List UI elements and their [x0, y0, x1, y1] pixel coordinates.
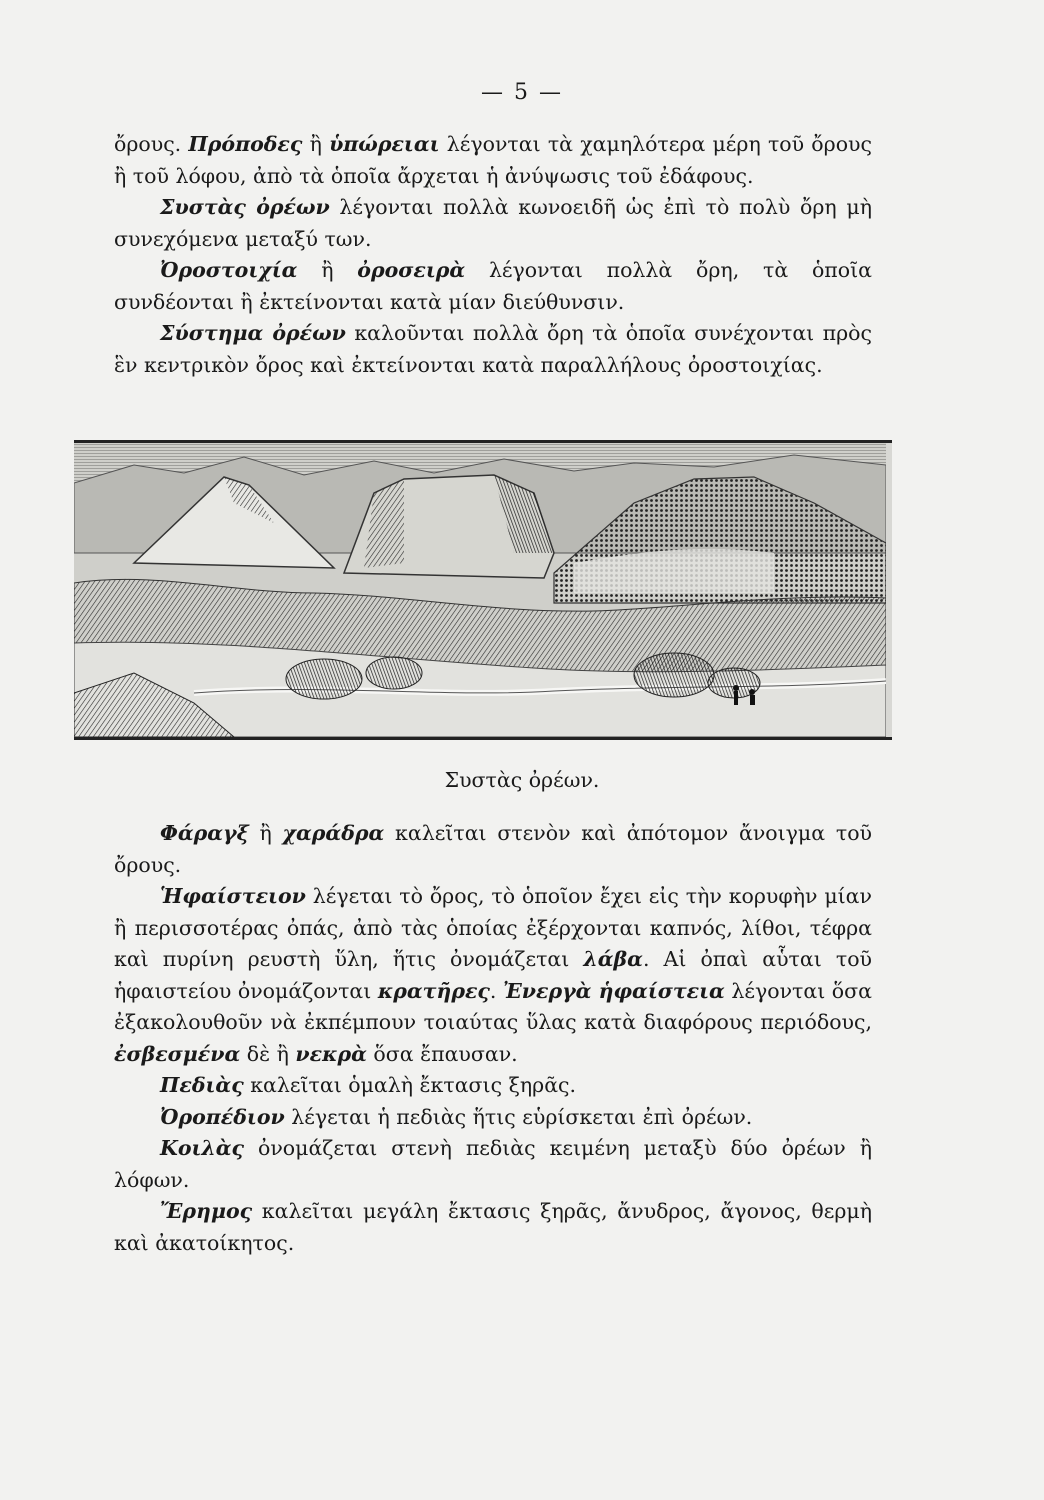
paragraph: [114, 1196, 872, 1259]
paragraph-text: λέγεται τὸ ὄρος, τὸ ὁποῖον ἔχει εἰς τὴν κορυφὴν μίαν ἢ περισσοτέρας ὀπάς, ἀπὸ τὰς ὁποίας ἐξέρχονται καπνός, λίθοι, τέφρα καὶ πυρίνη ρευστὴ ὕλη, ἥτις ὀνομάζεται: [114, 884, 872, 971]
defined-term: Πεδιὰς: [160, 1073, 244, 1097]
defined-term: Ἔρημος: [160, 1199, 253, 1223]
paragraph-text: ἢ: [302, 132, 330, 156]
paragraph-text: καλεῖται μεγάλη ἔκτασις ξηρᾶς, ἄνυδρος, ἄγονος, θερμὴ καὶ ἀκατοίκητος.: [114, 1199, 872, 1255]
paragraph: [114, 255, 872, 318]
defined-term: ὑπώρειαι: [329, 132, 440, 156]
mountain-group-engraving: [74, 440, 892, 740]
defined-term: χαράδρα: [282, 821, 385, 845]
defined-term: Ἡφαίστειον: [160, 884, 306, 908]
paragraph-text: . Αἱ ὀπαὶ αὗται τοῦ ἡφαιστείου ὀνομάζονται: [114, 947, 873, 1003]
paragraph-text: δὲ ἢ: [240, 1041, 296, 1066]
paragraph: [114, 1070, 872, 1102]
paragraph-text: λέγονται πολλὰ κωνοειδῆ ὡς ἐπὶ τὸ πολὺ ὄρη μὴ συνεχόμενα μεταξύ των.: [114, 195, 872, 251]
defined-term: Πρόποδες: [188, 132, 303, 156]
page-number: — 5 —: [481, 80, 563, 105]
defined-term: Κοιλὰς: [160, 1136, 245, 1160]
paragraph: [114, 192, 872, 255]
paragraph-text: καλεῖται ὁμαλὴ ἔκτασις ξηρᾶς.: [243, 1073, 577, 1097]
defined-term: κρατῆρες: [377, 978, 490, 1003]
top-text-block: [114, 129, 872, 381]
defined-term: ἐσβεσμένα: [114, 1041, 241, 1066]
paragraph-text: ὀνομάζεται στενὴ πεδιὰς κειμένη μεταξὺ δύο ὀρέων ἢ λόφων.: [114, 1136, 872, 1192]
paragraph-text: ὅσα ἔπαυσαν.: [366, 1041, 518, 1066]
paragraph: [114, 1102, 872, 1134]
defined-term: Συστὰς ὀρέων: [160, 195, 330, 219]
paragraph-text: λέγεται ἡ πεδιὰς ἥτις εὑρίσκεται ἐπὶ ὀρέων.: [284, 1104, 753, 1129]
defined-term: ὀροσειρὰ: [357, 258, 466, 282]
paragraph-text: ἢ: [248, 821, 283, 845]
defined-term: Ὀροστοιχία: [160, 258, 298, 282]
paragraph-text: ὄρους.: [114, 132, 189, 156]
mountain-landscape-illustration: [74, 443, 886, 737]
paragraph: [114, 318, 872, 381]
defined-term: Ἐνεργὰ ἡφαίστεια: [502, 978, 725, 1003]
paragraph-text: λέγονται πολλὰ ὄρη, τὰ ὁποῖα συνδέονται ἢ ἐκτείνονται κατὰ μίαν διεύθυνσιν.: [114, 258, 872, 314]
paragraph: [114, 881, 872, 1070]
defined-term: νεκρὰ: [295, 1041, 367, 1066]
bottom-text-block: [114, 818, 872, 1259]
figure-caption: Συστὰς ὀρέων.: [444, 768, 600, 792]
paragraph: [114, 818, 872, 881]
defined-term: λάβα: [583, 947, 643, 971]
paragraph-text: καλοῦνται πολλὰ ὄρη τὰ ὁποῖα συνέχονται πρὸς ἓν κεντρικὸν ὄρος καὶ ἐκτείνονται κατὰ παραλλήλους ὀροστοιχίας.: [114, 321, 872, 377]
defined-term: Σύστημα ὀρέων: [160, 321, 346, 345]
defined-term: Φάραγξ: [160, 821, 249, 845]
paragraph: [114, 1133, 872, 1196]
paragraph-text: .: [489, 978, 503, 1003]
paragraph-text: λέγονται ὅσα ἐξακολουθοῦν νὰ ἐκπέμπουν τοιαύτας ὕλας κατὰ διαφόρους περιόδους,: [114, 978, 872, 1034]
paragraph-text: ἢ: [297, 258, 358, 282]
paragraph: [114, 129, 872, 192]
paragraph-text: λέγονται τὰ χαμηλότερα μέρη τοῦ ὄρους ἢ τοῦ λόφου, ἀπὸ τὰ ὁποῖα ἄρχεται ἡ ἀνύψωσις τοῦ ἐδάφους.: [114, 132, 872, 188]
paragraph-text: καλεῖται στενὸν καὶ ἀπότομον ἄνοιγμα τοῦ ὄρους.: [114, 821, 872, 877]
defined-term: Ὀροπέδιον: [160, 1104, 285, 1129]
